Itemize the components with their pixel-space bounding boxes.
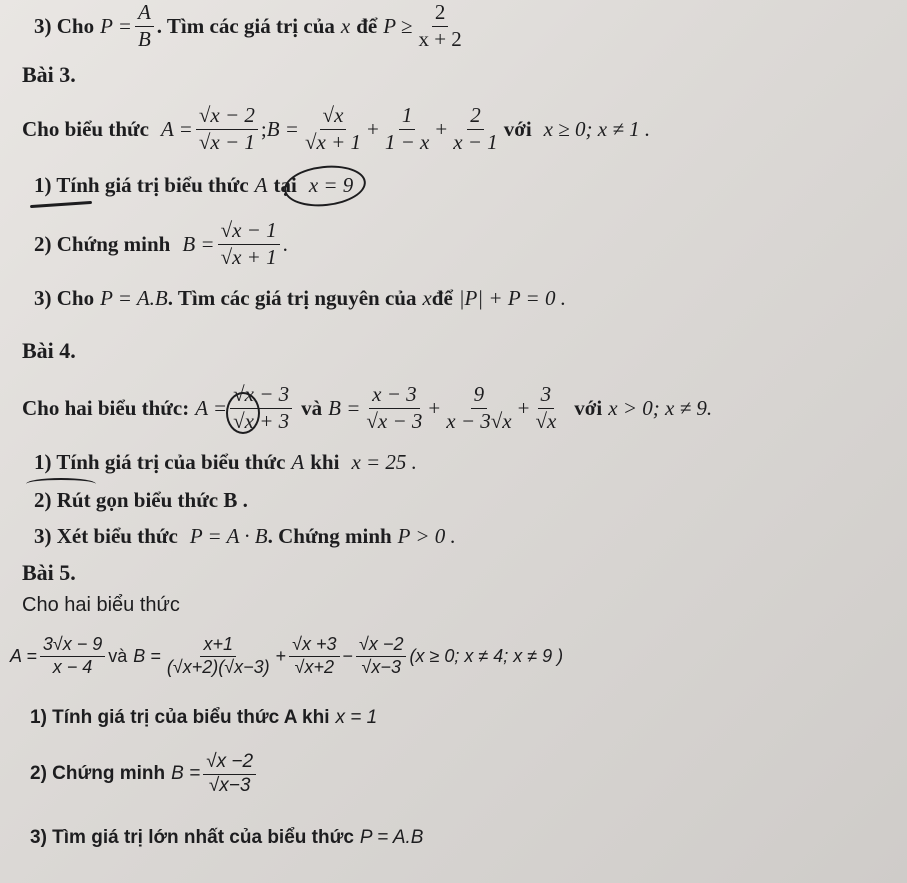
fraction: $\frac{x+1}{(√x+2)(√x-3)}$ bbox=[166, 633, 270, 677]
fraction: $\frac{√x - 3}{√x + 3}$ bbox=[230, 383, 292, 432]
text: để bbox=[431, 285, 453, 310]
condition: x ≥ 0; x ≠ 1 . bbox=[543, 116, 651, 141]
math-expr: x = 25 . bbox=[351, 449, 417, 474]
item-label: 3) Cho bbox=[34, 13, 95, 38]
fraction: $\frac{√x - 1}{√x + 1}$ bbox=[218, 219, 280, 268]
bai3-expression-line bbox=[22, 103, 650, 155]
math-var: x bbox=[422, 285, 432, 310]
text: 3) Cho bbox=[34, 285, 95, 310]
fraction: $\frac{3√x - 9}{x - 4}$ bbox=[40, 635, 105, 678]
math-expr: P = A · B bbox=[189, 523, 268, 548]
separator: ; bbox=[260, 116, 267, 141]
operator: + bbox=[367, 116, 379, 141]
operator: + bbox=[517, 395, 530, 420]
text: và bbox=[108, 645, 128, 666]
math-expr: x = 1 bbox=[335, 707, 378, 728]
section-title-bai-5: Bài 5. bbox=[22, 560, 76, 585]
handwritten-circle-mark bbox=[226, 392, 260, 434]
text: khi bbox=[310, 449, 340, 474]
operator: + bbox=[428, 395, 441, 420]
math-expr: B = bbox=[133, 645, 161, 666]
text: với bbox=[503, 116, 532, 141]
punctuation: . bbox=[282, 231, 288, 256]
fraction: $\frac{3}{√x}$ bbox=[535, 382, 557, 433]
math-var: x bbox=[340, 13, 351, 38]
math-expr: P = A.B bbox=[359, 827, 424, 848]
math-var: A bbox=[291, 449, 305, 474]
bai5-expression-line bbox=[10, 628, 563, 684]
math-expr: P ≥ bbox=[383, 13, 413, 38]
text: và bbox=[301, 395, 323, 420]
text: . Tìm các giá trị nguyên của bbox=[167, 285, 417, 310]
fraction: $\frac{1}{1 - x}$ bbox=[384, 103, 430, 154]
text: . Chứng minh bbox=[267, 523, 392, 548]
math-expr: B = bbox=[171, 763, 201, 784]
text: 3) Tìm giá trị lớn nhất của biểu thức bbox=[30, 827, 354, 848]
fraction: $\frac{√x}{√x + 1}$ bbox=[304, 103, 361, 154]
math-expr: B = bbox=[266, 116, 299, 141]
text: tại bbox=[273, 172, 297, 197]
text: 2) Chứng minh bbox=[34, 231, 171, 256]
math-expr: A = bbox=[160, 116, 193, 141]
fraction: $\frac{√x +3}{√x+2}$ bbox=[289, 635, 339, 678]
text: Cho biểu thức bbox=[22, 116, 149, 141]
text: . Tìm các giá trị của bbox=[156, 13, 335, 38]
section-title-bai-3: Bài 3. bbox=[22, 62, 76, 87]
fraction: $\frac{9}{x - 3√x}$ bbox=[446, 382, 512, 433]
bai5-q2-line bbox=[30, 746, 259, 802]
bai5-q1-line bbox=[30, 702, 377, 734]
text: 1) Tính giá trị biểu thức bbox=[34, 172, 249, 197]
math-var: A bbox=[254, 172, 268, 197]
bai3-q2-line bbox=[34, 218, 288, 270]
math-expr: |P| + P = 0 . bbox=[458, 285, 566, 310]
text: Cho hai biểu thức: bbox=[22, 395, 190, 420]
math-expr: x = 9 bbox=[308, 172, 354, 197]
fraction: $\frac{2}{x + 2}$ bbox=[418, 0, 462, 51]
fraction: $\frac{√x -2}{√x-3}$ bbox=[356, 635, 406, 678]
fraction: $\frac{x - 3}{√x - 3}$ bbox=[366, 382, 423, 433]
fraction: $\frac{A}{B}$ bbox=[135, 1, 154, 50]
math-expr: A = bbox=[10, 645, 37, 666]
operator: + bbox=[435, 116, 448, 141]
text: 2) Chứng minh bbox=[30, 763, 166, 784]
text: với bbox=[574, 395, 603, 420]
bai4-q3-line bbox=[34, 520, 456, 552]
text: 1) Tính giá trị của biểu thức bbox=[34, 449, 286, 474]
text: 1) Tính giá trị của biểu thức A khi bbox=[30, 707, 330, 728]
fraction: $\frac{√x -2}{√x-3}$ bbox=[203, 752, 256, 797]
bai4-q1-line bbox=[34, 446, 417, 478]
bai3-q3-line bbox=[34, 282, 566, 314]
math-expr: B = bbox=[328, 395, 361, 420]
bai5-intro-line: Cho hai biểu thức bbox=[22, 594, 180, 616]
math-expr: P = bbox=[100, 13, 132, 38]
problem-2-3-line bbox=[34, 2, 468, 50]
math-expr: P > 0 . bbox=[397, 523, 456, 548]
bai4-q2-line: 2) Rút gọn biểu thức B . bbox=[34, 487, 248, 512]
bai4-expression-line bbox=[22, 382, 712, 434]
math-expr: A = bbox=[195, 395, 228, 420]
bai5-q3-line bbox=[30, 822, 423, 854]
condition: (x ≥ 0; x ≠ 4; x ≠ 9 ) bbox=[409, 645, 564, 666]
condition: x > 0; x ≠ 9. bbox=[608, 395, 713, 420]
operator: − bbox=[342, 645, 354, 666]
fraction: $\frac{2}{x - 1}$ bbox=[453, 103, 498, 154]
text: để bbox=[356, 13, 378, 38]
fraction: $\frac{√x - 2}{√x - 1}$ bbox=[196, 104, 258, 153]
text: 3) Xét biểu thức bbox=[34, 523, 178, 548]
operator: + bbox=[275, 645, 287, 666]
section-title-bai-4: Bài 4. bbox=[22, 338, 76, 363]
math-expr: B = bbox=[182, 231, 215, 256]
math-expr: P = A.B bbox=[100, 285, 168, 310]
